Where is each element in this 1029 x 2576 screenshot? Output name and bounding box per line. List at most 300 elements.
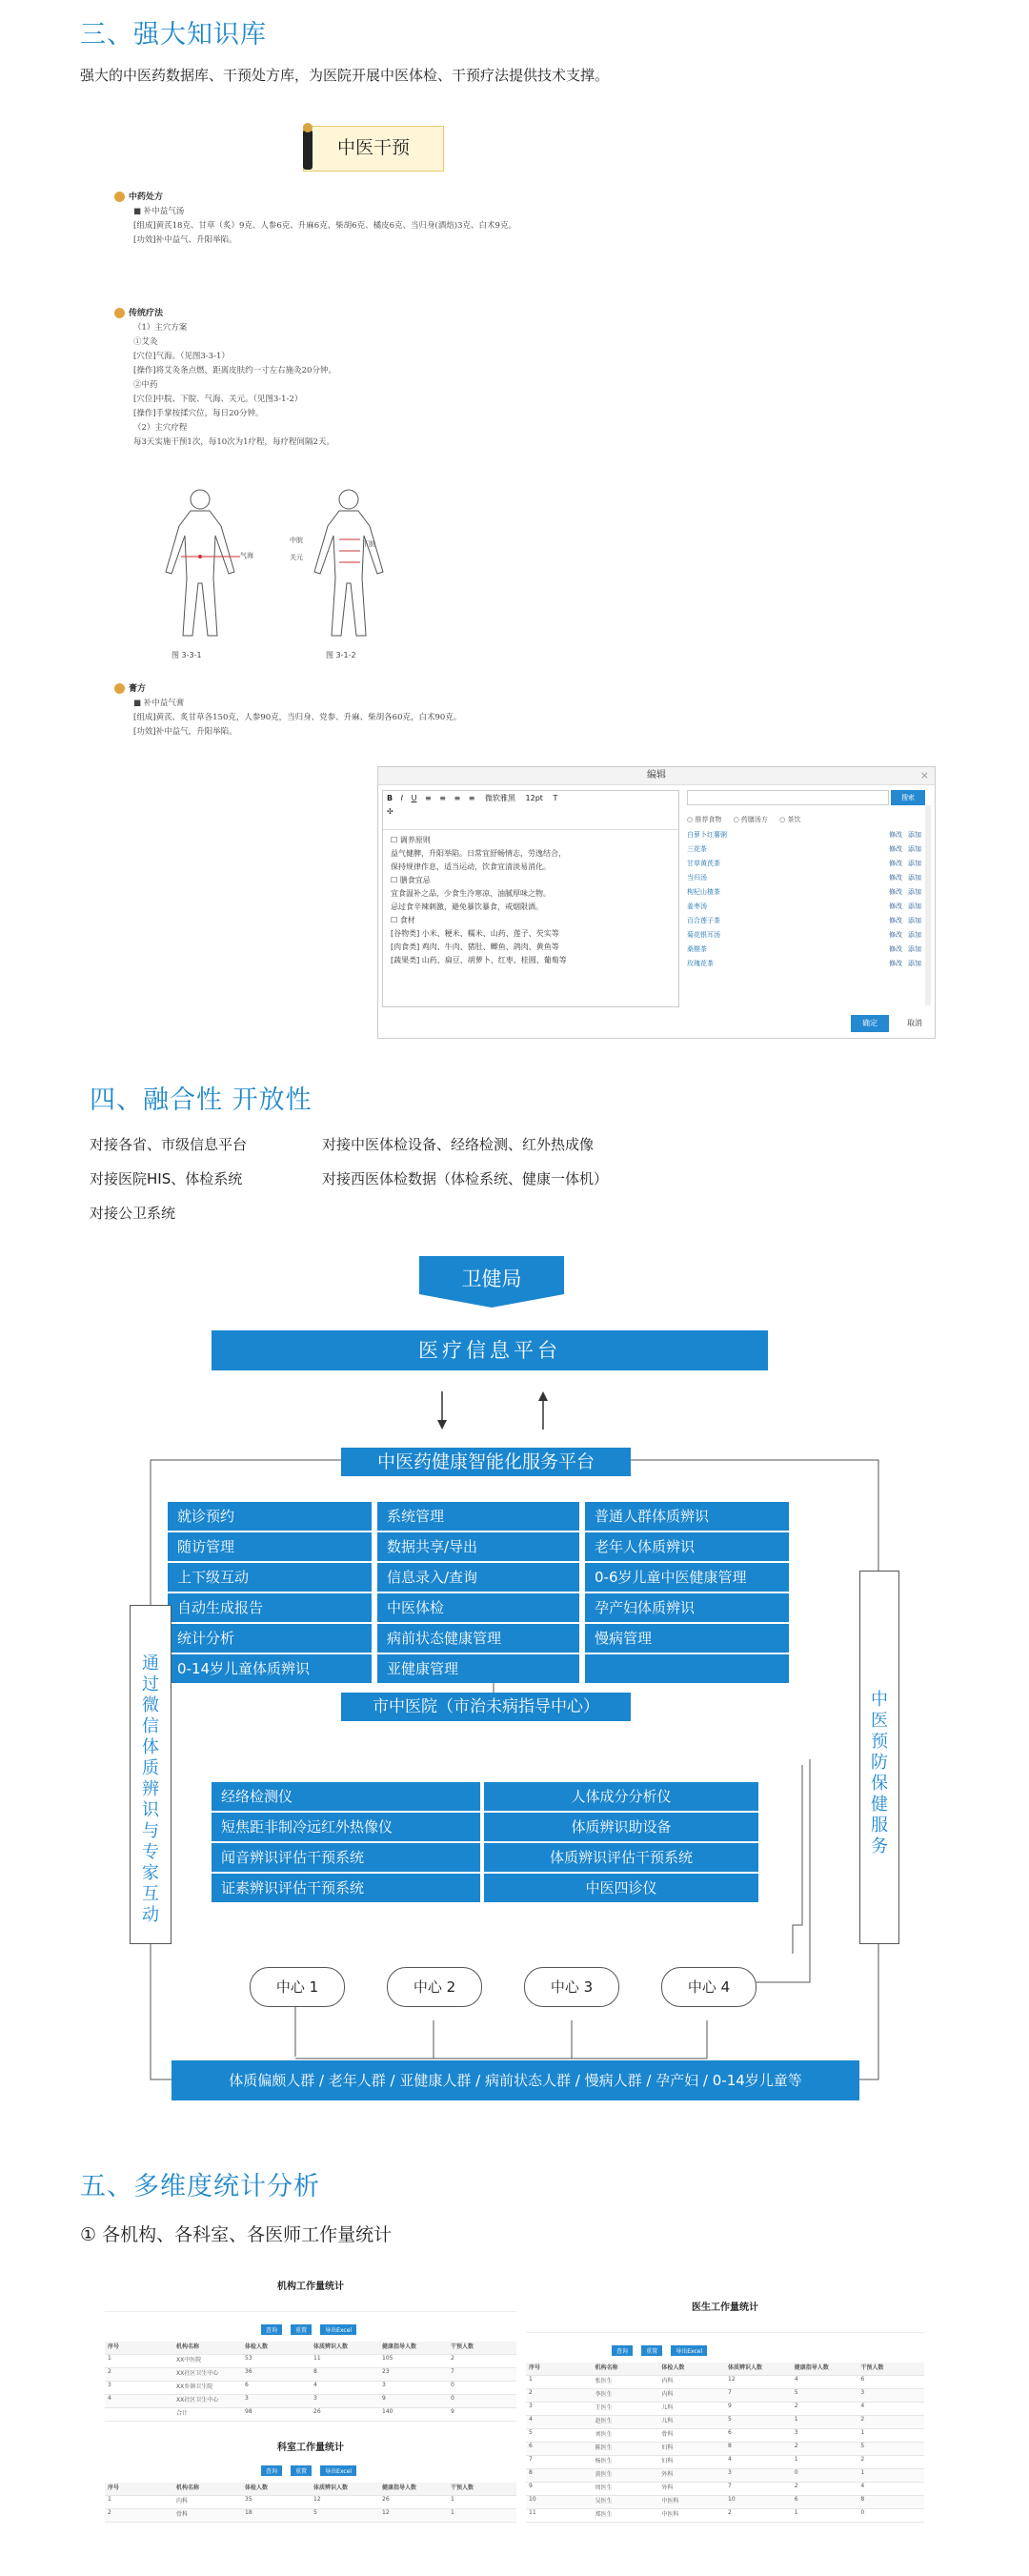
table-cell: 儿科: [661, 2404, 674, 2411]
recipe-actions: [889, 916, 921, 930]
close-icon[interactable]: ×: [919, 769, 929, 781]
table-row: [526, 2443, 924, 2456]
table-header: [105, 2483, 516, 2496]
search-button[interactable]: 搜索: [891, 790, 925, 805]
table-cell: 妇科: [661, 2444, 674, 2451]
column-header: 序号: [529, 2364, 541, 2371]
table-cell: 中医科: [661, 2511, 679, 2518]
integration-item: 对接各省、市级信息平台: [90, 1136, 248, 1153]
justify-button[interactable]: ≡: [468, 794, 475, 802]
function-cell: 数据共享/导出: [377, 1532, 579, 1561]
add-link[interactable]: 添加: [908, 860, 921, 867]
table-cell: 1: [108, 2496, 111, 2503]
doc-h1-line: [功效]补中益气、升阳举陷。: [133, 235, 237, 245]
table-cell: 3: [382, 2382, 386, 2388]
integration-item: 对接西医体检数据（体检系统、健康一体机）: [322, 1170, 609, 1187]
doc-h2-line: [操作]手掌按揉穴位，每日20分钟。: [133, 409, 264, 418]
recipe-name: 三花茶: [687, 845, 707, 853]
function-cell: 随访管理: [168, 1532, 372, 1561]
table-header: [526, 2363, 924, 2376]
edit-dialog: [377, 766, 936, 1039]
device-cell: 人体成分分析仪: [484, 1782, 758, 1811]
doctor-stats-panel: [526, 2299, 924, 2571]
center-node: 中心 3: [524, 1967, 619, 2007]
table-cell: 3: [313, 2395, 317, 2402]
edit-link[interactable]: 修改: [889, 931, 902, 939]
target-population-bar: 体质偏颇人群 / 老年人群 / 亚健康人群 / 病前状态人群 / 慢病人群 / 孕产妇 / 0-14岁儿童等: [172, 2060, 859, 2100]
italic-button[interactable]: I: [400, 794, 404, 802]
table-cell: 5: [860, 2443, 865, 2449]
table-row: [105, 2368, 516, 2382]
function-cell: 就诊预约: [168, 1502, 372, 1531]
table-cell: 4: [728, 2456, 732, 2463]
filter-row: [105, 2298, 516, 2312]
table-cell: 26: [382, 2496, 390, 2503]
table-cell: 内科: [176, 2498, 189, 2505]
table-cell: 骨科: [661, 2431, 674, 2438]
figure-caption-1: 图 3-3-1: [172, 651, 202, 659]
doc-h1-line: [组成]黄芪18克、甘草（炙）9克、人参6克、升麻6克、柴胡6克、橘皮6克、当归身(酒焙)3克、白术9克。: [133, 221, 516, 231]
filter-row: [526, 2319, 924, 2333]
section3-title: 三、强大知识库: [80, 20, 267, 50]
table-cell: 9: [529, 2483, 533, 2489]
recipe-name: 菊花银耳汤: [687, 931, 720, 939]
export-button[interactable]: 导出Excel: [320, 2324, 356, 2335]
table-row: [105, 2395, 516, 2408]
table-cell: 53: [245, 2355, 252, 2362]
confirm-button[interactable]: 确定: [851, 1015, 889, 1032]
add-link[interactable]: 添加: [908, 945, 921, 953]
column-header: 机构名称: [176, 2485, 200, 2491]
query-button[interactable]: 查询: [261, 2465, 282, 2476]
doc-h2-line: ②中药: [133, 380, 158, 390]
table-cell: 张医生: [595, 2378, 613, 2384]
table-cell: XX社区卫生中心: [176, 2397, 219, 2404]
table-cell: 外科: [661, 2485, 674, 2491]
doc-h2-line: [穴位]中脘、下脘、气海、关元。（见图3-1-2）: [133, 395, 303, 404]
recipe-name: 甘草黄芪茶: [687, 860, 720, 867]
doc-h2-line: ①艾灸: [133, 337, 158, 347]
editor-line: [蔬果类] 山药、扁豆、胡萝卜、红枣、桂圆、葡萄等: [391, 956, 567, 964]
recipe-name: 白萝卜红薯粥: [687, 831, 727, 839]
table-cell: 1: [108, 2355, 111, 2362]
table-cell: 外科: [661, 2471, 674, 2478]
table-cell: 8: [728, 2443, 732, 2449]
table-row: [526, 2403, 924, 2416]
recipe-name: 枸杞山楂茶: [687, 888, 720, 896]
table-cell: 4: [794, 2376, 798, 2383]
table-cell: 刘医生: [595, 2431, 613, 2438]
column-header: 体检人数: [245, 2343, 269, 2350]
align-right-button[interactable]: ≡: [454, 794, 461, 802]
wechat-interaction-label: 通过微信体质辨识与专家互动: [142, 1653, 159, 1925]
list-item: [687, 959, 921, 973]
table-cell: 郑医生: [595, 2511, 613, 2518]
table-row: [105, 2408, 516, 2422]
editor-content[interactable]: [383, 830, 678, 971]
add-link[interactable]: 添加: [908, 903, 921, 910]
function-cell: 病前状态健康管理: [377, 1624, 579, 1653]
table-cell: 0: [794, 2469, 798, 2476]
add-link[interactable]: 添加: [908, 874, 921, 882]
column-header: 体质辨识人数: [313, 2485, 349, 2491]
editor-toolbar: [383, 791, 678, 830]
doc-h2-line: [穴位]气海。（见图3-3-1）: [133, 352, 230, 361]
editor-line: [肉食类] 鸡肉、牛肉、猪肚、鲫鱼、鸽肉、黄鱼等: [391, 943, 559, 951]
table-row: [526, 2456, 924, 2469]
recipe-name: 当归汤: [687, 874, 707, 882]
table-cell: 10: [529, 2496, 536, 2503]
add-link[interactable]: 添加: [908, 931, 921, 939]
banner-image: [295, 122, 448, 177]
table-row: [526, 2376, 924, 2389]
underline-button[interactable]: U: [411, 794, 417, 802]
medical-info-platform: 医疗信息平台: [212, 1330, 768, 1370]
table-cell: 4: [860, 2483, 865, 2489]
query-button[interactable]: 查询: [612, 2345, 633, 2356]
table-cell: 9: [451, 2408, 454, 2415]
add-link[interactable]: 添加: [908, 888, 921, 896]
banner-title: 中医干预: [337, 137, 411, 158]
table-cell: 12: [382, 2509, 390, 2516]
recipe-actions: [889, 859, 921, 873]
table-cell: 1: [529, 2376, 533, 2383]
table-row: [105, 2509, 516, 2523]
prevention-service-box: [859, 1571, 899, 1944]
integration-item: 对接中医体检设备、经络检测、红外热成像: [322, 1136, 595, 1153]
doc-h1-item: ■ 补中益气汤: [133, 207, 185, 216]
doc-h2-line: （2）主穴疗程: [133, 423, 188, 433]
table-cell: 1: [794, 2416, 798, 2423]
table-cell: 2: [794, 2483, 798, 2489]
doc-h2-line: [操作]将艾灸条点燃，距离皮肤约一寸左右施灸20分钟。: [133, 366, 336, 375]
table-cell: 36: [245, 2368, 252, 2375]
table-row: [105, 2382, 516, 2395]
list-item: [687, 873, 921, 887]
herb-icon: [114, 308, 125, 318]
table-cell: 2: [860, 2416, 865, 2423]
doc-h3-item: ■ 补中益气膏: [133, 699, 185, 708]
label-guanyuan: 关元: [290, 554, 303, 561]
table-cell: 8: [860, 2496, 865, 2503]
column-header: 体检人数: [661, 2364, 685, 2371]
table-cell: 18: [245, 2509, 252, 2516]
table-cell: 妇科: [661, 2458, 674, 2464]
function-cell: 上下级互动: [168, 1563, 372, 1592]
export-button[interactable]: 导出Excel: [320, 2465, 356, 2476]
cancel-button[interactable]: 取消: [907, 1019, 922, 1027]
scrollbar[interactable]: [925, 805, 931, 1005]
column-header: 健康指导人数: [382, 2343, 417, 2350]
device-cell: 体质辨识评估干预系统: [484, 1843, 758, 1872]
function-cell: 0-6岁儿童中医健康管理: [585, 1563, 789, 1592]
column-header: 体质辨识人数: [313, 2343, 349, 2350]
table-cell: 6: [860, 2376, 865, 2383]
table-cell: 35: [245, 2496, 252, 2503]
table-cell: 6: [529, 2443, 533, 2449]
table-cell: 2: [108, 2509, 111, 2516]
table-row: [105, 2355, 516, 2368]
recipe-list: [687, 830, 921, 973]
add-link[interactable]: 添加: [908, 917, 921, 924]
list-item: [687, 887, 921, 902]
table-cell: 3: [860, 2389, 865, 2396]
table-cell: 中医科: [661, 2498, 679, 2505]
table-cell: 2: [794, 2403, 798, 2409]
column-header: 体质辨识人数: [728, 2364, 763, 2371]
function-cell: 中医体检: [377, 1593, 579, 1622]
label-zhongwan: 中脘: [290, 537, 303, 544]
edit-link[interactable]: 修改: [889, 874, 902, 882]
table-cell: 26: [313, 2408, 321, 2415]
table-cell: 0: [451, 2382, 454, 2388]
editor-line: 忌过食辛辣刺激，避免暴饮暴食，戒烟限酒。: [391, 903, 543, 911]
prevention-service-label: 中医预防保健服务: [871, 1690, 888, 1856]
table-cell: 骨科: [176, 2511, 189, 2518]
table-cell: 4: [529, 2416, 533, 2423]
filter-radio[interactable]: ○ 茶饮: [779, 816, 801, 823]
column-header: 干预人数: [860, 2364, 884, 2371]
table-cell: 5: [794, 2389, 798, 2396]
recipe-actions: [889, 959, 921, 973]
center-node: 中心 1: [250, 1967, 345, 2007]
editor-line: ☐ 膳食宜忌: [391, 876, 431, 884]
edit-link[interactable]: 修改: [889, 860, 902, 867]
table-cell: 李医生: [595, 2391, 613, 2398]
table-header: [105, 2342, 516, 2355]
filter-radio[interactable]: ○ 推荐食物: [687, 816, 722, 823]
editor-line: 宜食温补之品，少食生冷寒凉、油腻厚味之物。: [391, 889, 551, 898]
table-cell: 内科: [661, 2378, 674, 2384]
table-cell: 3: [108, 2382, 111, 2388]
dept-stats-table: [105, 2483, 516, 2523]
tcm-platform-title: 中医药健康智能化服务平台: [341, 1448, 631, 1476]
table-cell: 10: [728, 2496, 736, 2503]
table-cell: 2: [794, 2443, 798, 2449]
table-row: [526, 2429, 924, 2443]
doc-h2-line: 每3天实施干预1次，每10次为1疗程，每疗程间隔2天。: [133, 437, 334, 447]
table-cell: 23: [382, 2368, 390, 2375]
recipe-actions: [889, 930, 921, 944]
integration-item: 对接医院HIS、体检系统: [90, 1170, 243, 1187]
table-cell: 5: [529, 2429, 533, 2436]
table-cell: 0: [451, 2395, 454, 2402]
recipe-actions: [889, 887, 921, 902]
recipe-name: 玫瑰花茶: [687, 960, 714, 967]
edit-link[interactable]: 修改: [889, 917, 902, 924]
filter-radio[interactable]: ○ 药膳汤方: [733, 816, 768, 823]
table-cell: 吴医生: [595, 2498, 613, 2505]
table-row: [526, 2469, 924, 2483]
scroll-figure-icon: [295, 122, 320, 177]
herb-icon: [114, 683, 125, 694]
edit-link[interactable]: 修改: [889, 888, 902, 896]
table-cell: 7: [728, 2483, 732, 2489]
recipe-actions: [889, 830, 921, 844]
search-input[interactable]: [687, 790, 889, 805]
function-cell: 系统管理: [377, 1502, 579, 1531]
align-center-button[interactable]: ≡: [439, 794, 446, 802]
org-stats-title: 机构工作量统计: [277, 2282, 344, 2292]
center-node: 中心 4: [661, 1967, 757, 2007]
font-family-select[interactable]: 微软雅黑: [484, 794, 515, 802]
table-cell: 9: [728, 2403, 732, 2409]
editor-line: [谷物类] 小米、粳米、糯米、山药、莲子、芡实等: [391, 929, 559, 938]
table-cell: 6: [794, 2496, 798, 2503]
recipe-actions: [889, 844, 921, 859]
column-header: 干预人数: [451, 2485, 474, 2491]
org-stats-table: [105, 2342, 516, 2422]
bold-button[interactable]: B: [387, 794, 393, 802]
function-cell: 老年人体质辨识: [585, 1532, 789, 1561]
table-cell: 2: [529, 2389, 533, 2396]
list-item: [687, 916, 921, 930]
function-cell: 孕产妇体质辨识: [585, 1593, 789, 1622]
table-cell: XX中医院: [176, 2357, 202, 2363]
city-hospital-box: 市中医院（市治未病指导中心）: [341, 1693, 631, 1721]
table-row: [526, 2389, 924, 2403]
table-cell: XX社区卫生中心: [176, 2370, 219, 2377]
filter-row: [687, 815, 925, 824]
table-cell: XX乡镇卫生院: [176, 2383, 213, 2390]
list-item: [687, 844, 921, 859]
export-button[interactable]: 导出Excel: [671, 2345, 707, 2356]
fullscreen-icon[interactable]: ✣: [387, 807, 393, 816]
reset-button[interactable]: 重置: [641, 2345, 662, 2356]
figure-caption-2: 图 3-1-2: [326, 651, 356, 659]
recipe-actions: [889, 873, 921, 887]
table-cell: 6: [245, 2382, 249, 2388]
editor-line: ☐ 调养原则: [391, 836, 431, 844]
function-cell: 自动生成报告: [168, 1593, 372, 1622]
table-cell: 105: [382, 2355, 393, 2362]
edit-link[interactable]: 修改: [889, 845, 902, 853]
device-cell: 证素辨识评估干预系统: [212, 1874, 480, 1902]
table-cell: 6: [728, 2429, 732, 2436]
editor-line: ☐ 食材: [391, 916, 415, 924]
recipe-actions: [889, 944, 921, 959]
wechat-interaction-box: [130, 1605, 172, 1944]
align-left-button[interactable]: ≡: [424, 794, 432, 802]
editor-line: 保持规律作息，适当运动，饮食宜清淡易消化。: [391, 862, 551, 871]
table-cell: 12: [313, 2496, 321, 2503]
table-cell: 1: [451, 2509, 454, 2516]
section4-title: 四、融合性 开放性: [90, 1085, 313, 1115]
font-size-select[interactable]: 12pt: [525, 794, 543, 802]
table-cell: 4: [860, 2403, 865, 2409]
doc-h3-line: [组成]黄芪、炙甘草各150克，人参90克，当归身、党参、升麻、柴胡各60克，白术90克。: [133, 713, 462, 722]
add-link[interactable]: 添加: [908, 831, 921, 839]
recipe-name: 桑椹茶: [687, 945, 707, 953]
table-cell: 王医生: [595, 2404, 613, 2411]
section5-title: 五、多维度统计分析: [80, 2172, 320, 2201]
table-cell: 3: [529, 2403, 533, 2409]
function-cell: 0-14岁儿童体质辨识: [168, 1654, 372, 1683]
doc-h1: 中药处方: [129, 193, 164, 202]
table-cell: 98: [245, 2408, 252, 2415]
dept-stats-title: 科室工作量统计: [277, 2443, 344, 2453]
table-cell: 2: [451, 2355, 454, 2362]
label-qihai: 气海: [240, 552, 253, 559]
list-item: [687, 930, 921, 944]
table-cell: 11: [313, 2355, 321, 2362]
reset-button[interactable]: 重置: [291, 2465, 312, 2476]
list-item: [687, 944, 921, 959]
table-cell: 2: [860, 2456, 865, 2463]
table-cell: 周医生: [595, 2485, 613, 2491]
function-cell: 普通人群体质辨识: [585, 1502, 789, 1531]
edit-link[interactable]: 修改: [889, 903, 902, 910]
function-cell: 慢病管理: [585, 1624, 789, 1653]
table-cell: 合计: [176, 2410, 189, 2417]
table-cell: 儿科: [661, 2418, 674, 2424]
edit-link[interactable]: 修改: [889, 945, 902, 953]
table-cell: 4: [108, 2395, 111, 2402]
table-cell: 11: [529, 2509, 536, 2516]
list-item: [687, 859, 921, 873]
device-cell: 闻音辨识评估干预系统: [212, 1843, 480, 1872]
table-cell: 8: [529, 2469, 533, 2476]
doctor-stats-title: 医生工作量统计: [692, 2302, 758, 2313]
table-cell: 3: [794, 2429, 798, 2436]
editor-line: 益气健脾，升阳举陷。日常宜舒畅情志，劳逸结合，: [391, 849, 566, 858]
list-item: [687, 830, 921, 844]
doc-h3-line: [功效]补中益气，升阳举陷。: [133, 727, 237, 737]
device-cell: 经络检测仪: [212, 1782, 480, 1811]
health-bureau: 卫健局: [461, 1268, 522, 1290]
table-cell: 1: [860, 2429, 865, 2436]
edit-link[interactable]: 修改: [889, 831, 902, 839]
table-cell: 杨医生: [595, 2458, 613, 2464]
table-cell: 8: [313, 2368, 317, 2375]
doc-h3: 膏方: [129, 684, 147, 694]
table-row: [526, 2483, 924, 2496]
recipe-actions: [889, 902, 921, 916]
table-cell: 1: [860, 2469, 865, 2476]
table-cell: 4: [313, 2382, 317, 2388]
add-link[interactable]: 添加: [908, 960, 921, 967]
table-cell: 7: [529, 2456, 533, 2463]
table-row: [526, 2509, 924, 2523]
query-button[interactable]: 查询: [261, 2324, 282, 2335]
add-link[interactable]: 添加: [908, 845, 921, 853]
device-cell: 中医四诊仪: [484, 1874, 758, 1902]
table-cell: 赵医生: [595, 2418, 613, 2424]
table-cell: 140: [382, 2408, 393, 2415]
device-cell: 短焦距非制冷远红外热像仪: [212, 1813, 480, 1841]
table-cell: 5: [313, 2509, 317, 2516]
recipe-name: 百合莲子茶: [687, 917, 720, 924]
table-cell: 1: [794, 2456, 798, 2463]
table-cell: 12: [728, 2376, 736, 2383]
edit-link[interactable]: 修改: [889, 960, 902, 967]
column-header: 体检人数: [245, 2485, 269, 2491]
table-cell: 3: [728, 2469, 732, 2476]
table-cell: [105, 2408, 173, 2421]
table-row: [105, 2496, 516, 2509]
table-row: [526, 2496, 924, 2509]
column-header: 机构名称: [176, 2343, 200, 2350]
reset-button[interactable]: 重置: [291, 2324, 312, 2335]
doc-h2-line: （1）主穴方案: [133, 323, 188, 333]
table-cell: 5: [728, 2416, 732, 2423]
column-header: 机构名称: [595, 2364, 618, 2371]
table-cell: 0: [860, 2509, 865, 2516]
section3-desc: 强大的中医药数据库、干预处方库，为医院开展中医体检、干预疗法提供技术支撑。: [80, 67, 610, 84]
table-cell: 3: [245, 2395, 249, 2402]
table-cell: 陈医生: [595, 2444, 613, 2451]
text-color-button[interactable]: T: [553, 794, 558, 802]
